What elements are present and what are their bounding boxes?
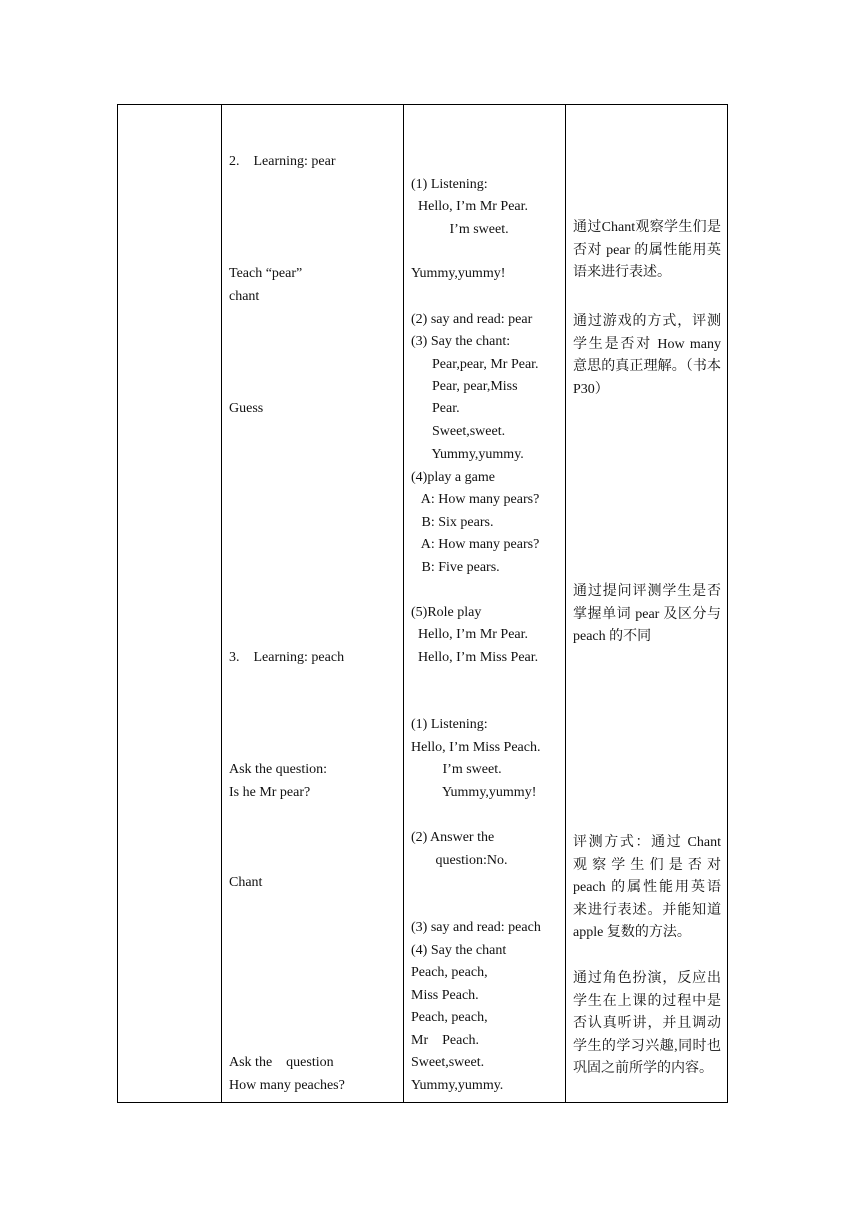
step-how-many-peaches: How many peaches? [229,1078,345,1093]
activity-line: (4) Say the chant [411,943,507,958]
activity-line: Hello, I’m Miss Pear. [411,650,539,665]
activity-line: Pear, pear,Miss [411,379,518,394]
activity-line: Miss Peach. [411,988,479,1003]
activity-line: I’m sweet. [411,762,502,777]
step-is-he-mr-pear: Is he Mr pear? [229,785,311,800]
activity-line: Mr Peach. [411,1033,480,1048]
step-chant: Chant [229,875,263,890]
activity-line: Yummy,yummy! [411,785,537,800]
activity-line: Pear,pear, Mr Pear. [411,357,539,372]
activity-line: (5)Role play [411,605,482,620]
step-chant: chant [229,289,260,304]
activity-line: A: How many pears? [411,537,540,552]
activity-line: Hello, I’m Miss Peach. [411,740,541,755]
activity-line: B: Six pears. [411,515,494,530]
step-heading-peach: 3. Learning: peach [229,650,345,665]
column-divider [565,105,566,1102]
activity-line: Peach, peach, [411,965,488,980]
activity-line: Pear. [411,401,460,416]
activity-line: Hello, I’m Mr Pear. [411,199,529,214]
activity-line: (1) Listening: [411,177,488,192]
activity-line: Yummy,yummy. [411,447,524,462]
step-teach-pear: Teach “pear” [229,266,303,281]
activity-line: Yummy,yummy! [411,266,506,281]
activity-line: Hello, I’m Mr Pear. [411,627,529,642]
column-divider [403,105,404,1102]
step-heading-pear: 2. Learning: pear [229,154,336,169]
assessment-note: 通过游戏的方式，评测学生是否对 How many 意思的真正理解。（书本 P30） [573,314,721,397]
assessment-note: 评测方式：通过 Chant 观察学生们是否对 peach 的属性能用英语来进行表述。并能知道 apple 复数的方法。 [573,835,721,940]
column-divider [221,105,222,1102]
activity-line: (1) Listening: [411,717,488,732]
assessment-note: 通过Chant观察学生们是否对 pear 的属性能用英语来进行表述。 [573,220,721,280]
activity-line: question:No. [411,853,508,868]
step-ask-question: Ask the question: [229,762,327,777]
activity-line: B: Five pears. [411,560,500,575]
assessment-note: 通过角色扮演，反应出学生在上课的过程中是否认真听讲，并且调动学生的学习兴趣,同时也巩固之前所学的内容。 [573,971,721,1076]
activity-line: I’m sweet. [411,222,509,237]
activity-line: (4)play a game [411,470,495,485]
activity-line: Sweet,sweet. [411,424,506,439]
activity-line: Peach, peach, [411,1010,488,1025]
activity-line: (2) Answer the [411,830,495,845]
activity-line: (3) say and read: peach [411,920,541,935]
assessment-note: 通过提问评测学生是否掌握单词 pear 及区分与 peach 的不同 [573,584,721,644]
step-ask-question: Ask the question [229,1055,334,1070]
activity-line: Sweet,sweet. [411,1055,485,1070]
activity-line: (2) say and read: pear [411,312,533,327]
step-guess: Guess [229,401,264,416]
activity-line: (3) Say the chant: [411,334,511,349]
activity-line: Yummy,yummy. [411,1078,504,1093]
activity-line: A: How many pears? [411,492,540,507]
